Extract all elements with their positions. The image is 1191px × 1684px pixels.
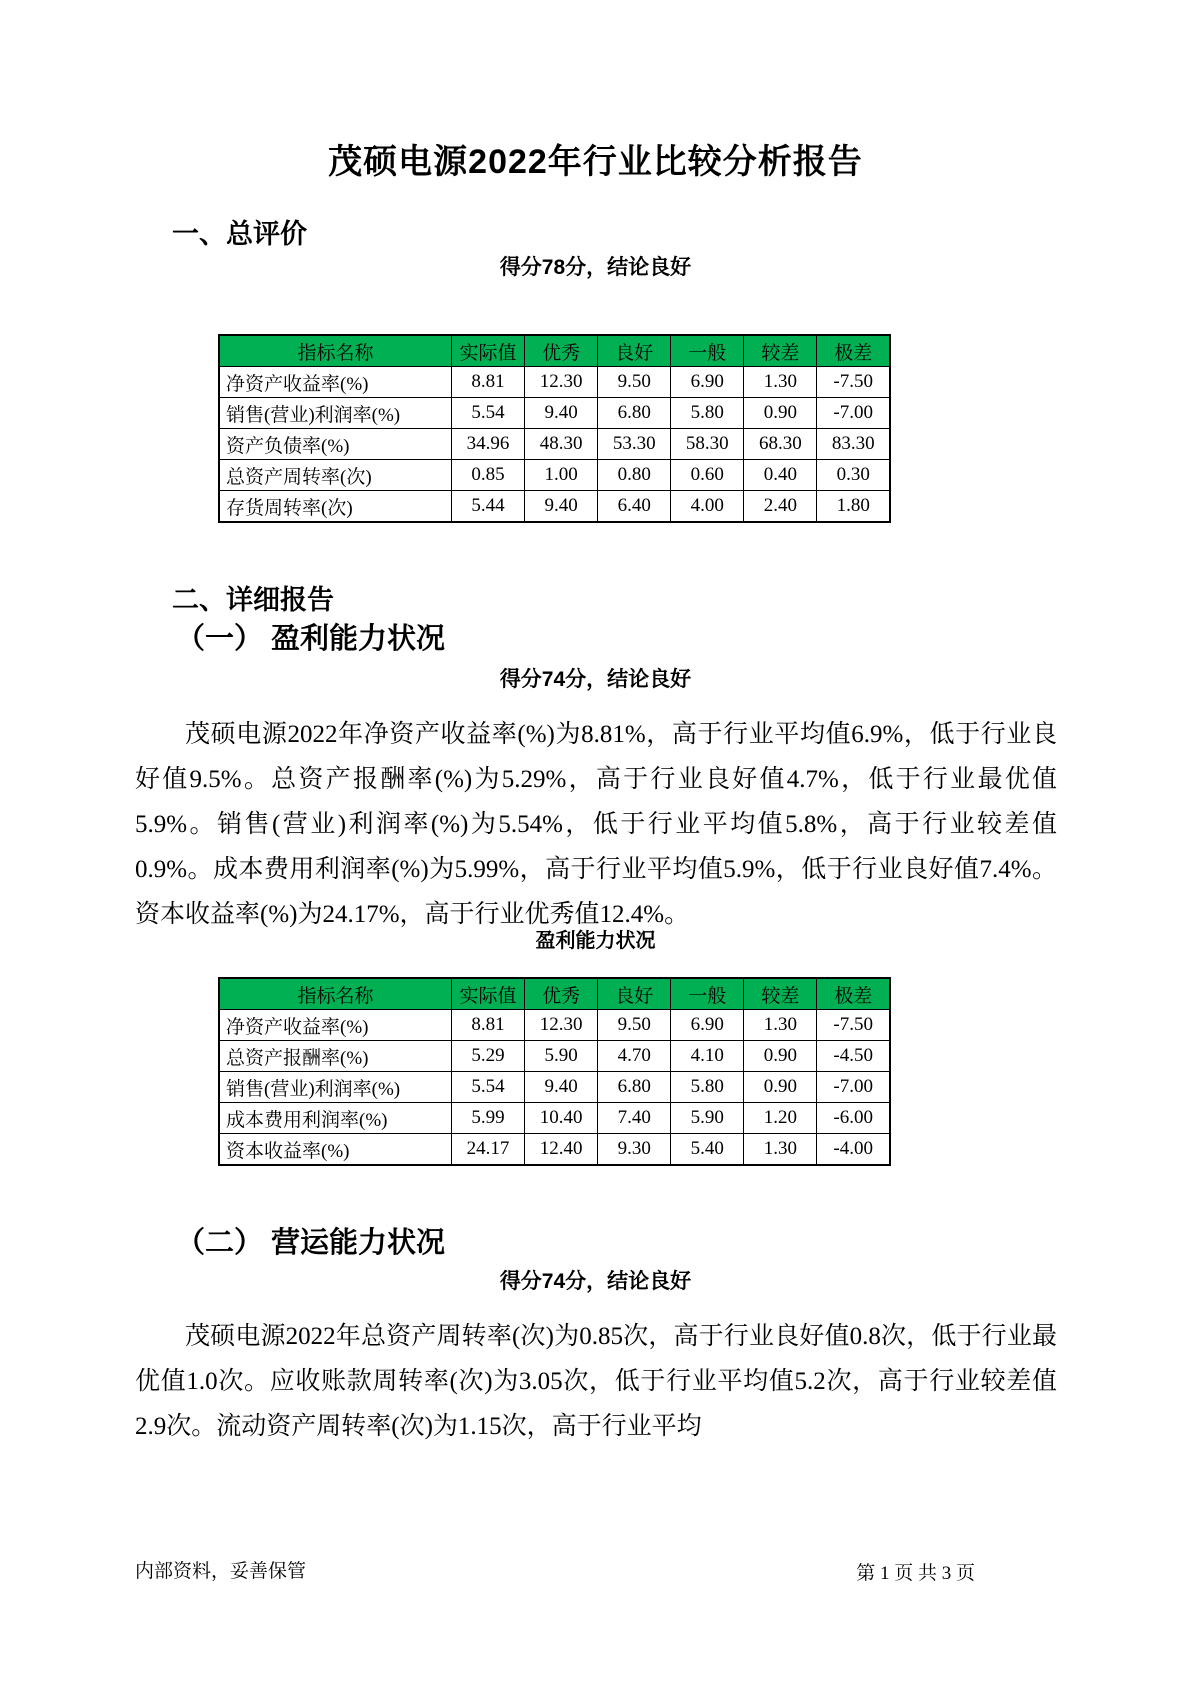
indicator-value: 5.80 xyxy=(671,1072,744,1103)
table-row xyxy=(219,1041,890,1072)
profit-indicator-table xyxy=(218,977,891,1166)
operation-score-line: 得分74分，结论良好 xyxy=(499,1270,692,1293)
column-header: 实际值 xyxy=(452,978,525,1010)
indicator-value: 53.30 xyxy=(598,429,671,460)
indicator-value: 5.44 xyxy=(452,491,525,523)
indicator-value: 12.40 xyxy=(525,1134,598,1166)
column-header: 较差 xyxy=(744,335,817,367)
indicator-value: 9.40 xyxy=(525,491,598,523)
column-header: 实际值 xyxy=(452,335,525,367)
indicator-name: 销售(营业)利润率(%) xyxy=(219,1072,452,1103)
indicator-value: 4.70 xyxy=(598,1041,671,1072)
indicator-value: 58.30 xyxy=(671,429,744,460)
indicator-value: -4.00 xyxy=(817,1134,890,1166)
indicator-value: 5.99 xyxy=(452,1103,525,1134)
indicator-value: 12.30 xyxy=(525,367,598,398)
indicator-value: 5.29 xyxy=(452,1041,525,1072)
table-row xyxy=(219,398,890,429)
indicator-value: 5.40 xyxy=(671,1134,744,1166)
indicator-value: 48.30 xyxy=(525,429,598,460)
operation-analysis-paragraph: 茂硕电源2022年总资产周转率(次)为0.85次，高于行业良好值0.8次，低于行业最优值1.0次。应收账款周转率(次)为3.05次，低于行业平均值5.2次，高于行业较差值2.9次。流动资产周转率(次)为1.15次，高于行业平均 xyxy=(135,1323,1057,1440)
column-header: 较差 xyxy=(744,978,817,1010)
indicator-value: 34.96 xyxy=(452,429,525,460)
indicator-value: 83.30 xyxy=(817,429,890,460)
indicator-name: 资产负债率(%) xyxy=(219,429,452,460)
indicator-value: 0.80 xyxy=(598,460,671,491)
indicator-value: 0.60 xyxy=(671,460,744,491)
overall-indicator-table xyxy=(218,334,891,523)
indicator-value: 5.90 xyxy=(671,1103,744,1134)
column-header: 一般 xyxy=(671,978,744,1010)
indicator-value: 2.40 xyxy=(744,491,817,523)
overall-score-line: 得分78分，结论良好 xyxy=(499,256,692,279)
indicator-name: 销售(营业)利润率(%) xyxy=(219,398,452,429)
table-row xyxy=(219,429,890,460)
indicator-value: 9.50 xyxy=(598,367,671,398)
indicator-value: 9.40 xyxy=(525,398,598,429)
indicator-value: 9.40 xyxy=(525,1072,598,1103)
indicator-value: -6.00 xyxy=(817,1103,890,1134)
column-header: 极差 xyxy=(817,978,890,1010)
table-row xyxy=(219,1072,890,1103)
indicator-value: -7.00 xyxy=(817,398,890,429)
section-heading-overall: 一、总评价 xyxy=(172,219,307,249)
indicator-value: 0.40 xyxy=(744,460,817,491)
indicator-value: 5.90 xyxy=(525,1041,598,1072)
column-header: 良好 xyxy=(598,335,671,367)
indicator-name: 总资产周转率(次) xyxy=(219,460,452,491)
indicator-value: -7.00 xyxy=(817,1072,890,1103)
indicator-value: 1.30 xyxy=(744,1010,817,1041)
indicator-value: 0.85 xyxy=(452,460,525,491)
indicator-value: 6.80 xyxy=(598,398,671,429)
indicator-value: 8.81 xyxy=(452,1010,525,1041)
table-row xyxy=(219,1134,890,1166)
indicator-value: 9.50 xyxy=(598,1010,671,1041)
indicator-name: 存货周转率(次) xyxy=(219,491,452,523)
profit-table-caption: 盈利能力状况 xyxy=(535,930,656,952)
indicator-value: 1.20 xyxy=(744,1103,817,1134)
indicator-name: 净资产收益率(%) xyxy=(219,1010,452,1041)
indicator-value: 1.80 xyxy=(817,491,890,523)
indicator-value: -4.50 xyxy=(817,1041,890,1072)
indicator-value: 9.30 xyxy=(598,1134,671,1166)
indicator-value: 1.30 xyxy=(744,367,817,398)
column-header: 指标名称 xyxy=(219,978,452,1010)
indicator-name: 资本收益率(%) xyxy=(219,1134,452,1166)
table-header-row xyxy=(219,978,890,1010)
section-heading-profit: （一） 盈利能力状况 xyxy=(176,623,446,655)
footer-confidential-note: 内部资料，妥善保管 xyxy=(135,1561,307,1582)
indicator-value: 0.30 xyxy=(817,460,890,491)
indicator-value: 1.00 xyxy=(525,460,598,491)
indicator-value: 5.54 xyxy=(452,1072,525,1103)
footer-page-number: 第 1 页 共 3 页 xyxy=(856,1563,975,1584)
table-row xyxy=(219,367,890,398)
column-header: 指标名称 xyxy=(219,335,452,367)
indicator-value: 0.90 xyxy=(744,398,817,429)
indicator-value: 7.40 xyxy=(598,1103,671,1134)
indicator-value: 4.10 xyxy=(671,1041,744,1072)
overall-table-container xyxy=(218,334,891,523)
column-header: 优秀 xyxy=(525,978,598,1010)
profit-table-container xyxy=(218,977,891,1166)
indicator-value: 5.80 xyxy=(671,398,744,429)
table-row xyxy=(219,491,890,523)
indicator-value: 12.30 xyxy=(525,1010,598,1041)
indicator-value: 24.17 xyxy=(452,1134,525,1166)
indicator-value: 68.30 xyxy=(744,429,817,460)
column-header: 良好 xyxy=(598,978,671,1010)
indicator-value: 6.90 xyxy=(671,1010,744,1041)
table-row xyxy=(219,1103,890,1134)
indicator-value: 10.40 xyxy=(525,1103,598,1134)
indicator-name: 净资产收益率(%) xyxy=(219,367,452,398)
indicator-value: 4.00 xyxy=(671,491,744,523)
indicator-name: 成本费用利润率(%) xyxy=(219,1103,452,1134)
table-header-row xyxy=(219,335,890,367)
section-heading-detail: 二、详细报告 xyxy=(172,585,334,615)
table-row xyxy=(219,460,890,491)
report-title: 茂硕电源2022年行业比较分析报告 xyxy=(328,143,863,181)
table-row xyxy=(219,1010,890,1041)
profit-score-line: 得分74分，结论良好 xyxy=(499,668,692,691)
indicator-value: 6.40 xyxy=(598,491,671,523)
indicator-value: 6.80 xyxy=(598,1072,671,1103)
indicator-value: 1.30 xyxy=(744,1134,817,1166)
column-header: 优秀 xyxy=(525,335,598,367)
profit-analysis-paragraph: 茂硕电源2022年净资产收益率(%)为8.81%，高于行业平均值6.9%，低于行业良好值9.5%。总资产报酬率(%)为5.29%，高于行业良好值4.7%，低于行业最优值5.9%。销售(营业)利润率(%)为5.54%，低于行业平均值5.8%，高于行业较差值0.9%。成本费用利润率(%)为5.99%，高于行业平均值5.9%，低于行业良好值7.4%。资本收益率(%)为24.17%，高于行业优秀值12.4%。 xyxy=(135,721,1057,928)
indicator-value: 8.81 xyxy=(452,367,525,398)
indicator-value: 6.90 xyxy=(671,367,744,398)
indicator-value: 5.54 xyxy=(452,398,525,429)
indicator-value: -7.50 xyxy=(817,1010,890,1041)
indicator-value: 0.90 xyxy=(744,1041,817,1072)
column-header: 极差 xyxy=(817,335,890,367)
indicator-name: 总资产报酬率(%) xyxy=(219,1041,452,1072)
column-header: 一般 xyxy=(671,335,744,367)
indicator-value: 0.90 xyxy=(744,1072,817,1103)
section-heading-operation: （二） 营运能力状况 xyxy=(176,1227,446,1259)
indicator-value: -7.50 xyxy=(817,367,890,398)
